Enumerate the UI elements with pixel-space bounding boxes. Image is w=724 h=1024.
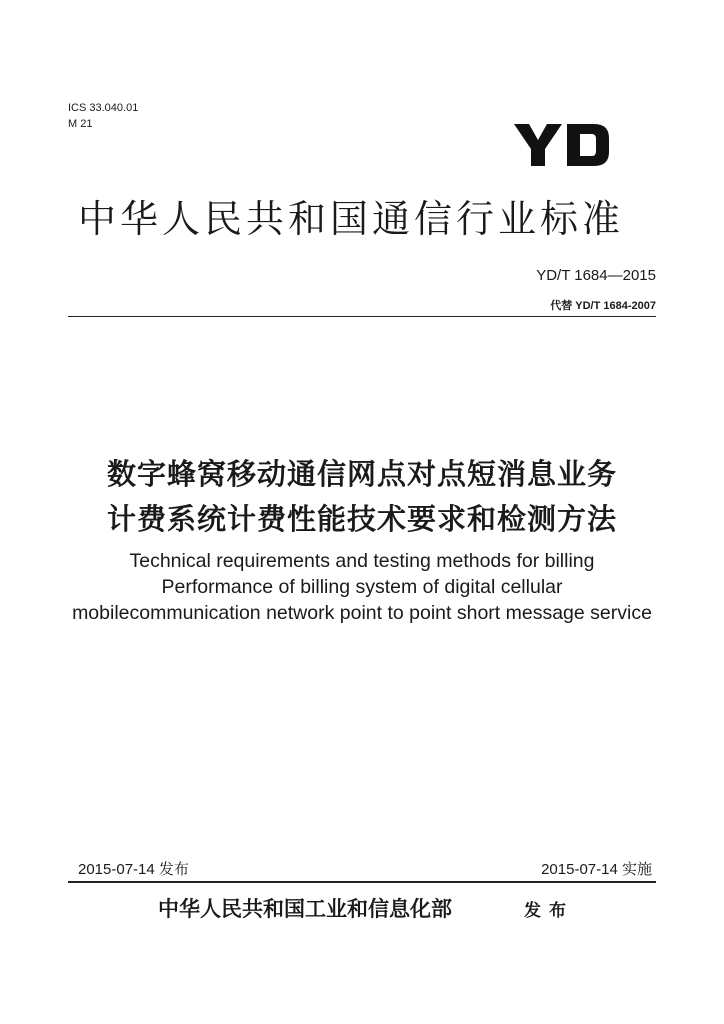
title-en-line1: Technical requirements and testing methods for billing [129,550,595,572]
classification-codes [68,100,138,132]
title-en-line2: Performance of billing system of digital cellular [161,576,563,598]
header-divider [68,316,656,317]
ics-code: ICS 33.040.01 [68,102,139,114]
footer-divider [68,881,656,883]
ccs-code: M 21 [68,118,93,130]
publisher-name: 中华人民共和国工业和信息化部 [158,896,452,921]
issue-date: 2015-07-14 发布 [78,861,189,878]
issuing-body-title: 中华人民共和国通信行业标准 [78,199,625,241]
publish-label: 发布 [524,901,574,921]
title-en-line3: mobilecommunication network point to point short message service [72,602,652,624]
title-cn-line2: 计费系统计费性能技术要求和检测方法 [106,502,617,536]
yd-logo [512,118,612,168]
implementation-date: 2015-07-14 实施 [541,861,652,878]
replaces-standard: 代替 YD/T 1684-2007 [550,300,656,312]
standard-number: YD/T 1684—2015 [536,267,656,284]
title-cn-line1: 数字蜂窝移动通信网点对点短消息业务 [106,457,617,491]
